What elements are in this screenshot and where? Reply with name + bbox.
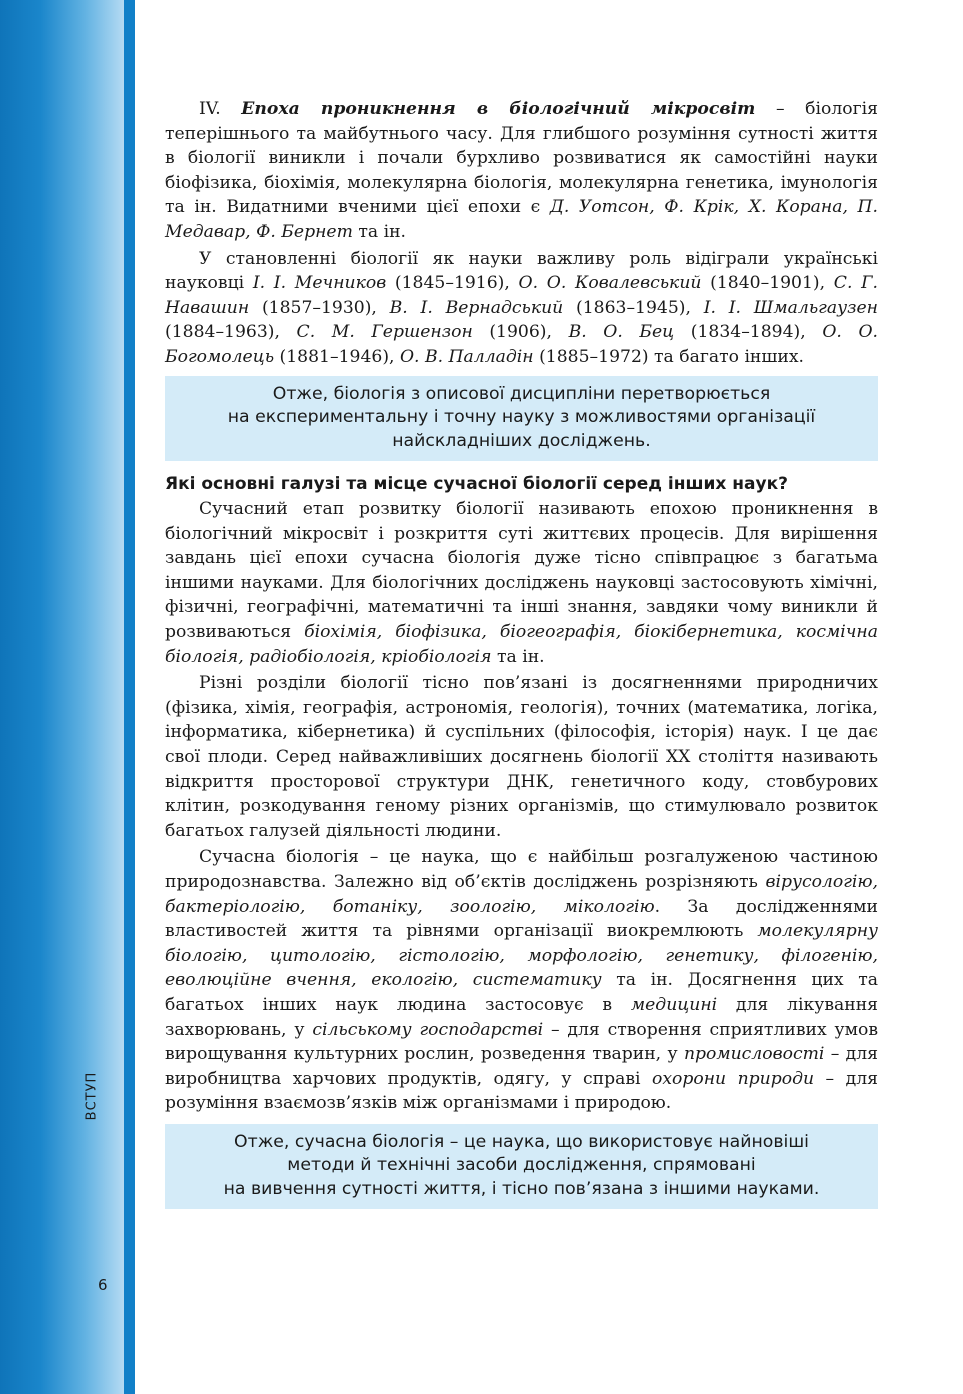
page-number: 6 (98, 1276, 108, 1294)
scientists-list: Д. Уотсон, Ф. Крік, Х. Корана, П. Медавар, Ф. Бернет (165, 197, 878, 242)
field-industry: промисловості (683, 1044, 825, 1065)
paragraph-branches: Сучасна біологія – це наука, що є найбільш розгалуженою частиною природознавства. Залежно від об’єктів досліджень розрізняють вірусологію, бактеріологію, ботаніку, зоологію, мікологію. За дослідженнями властивостей життя та рівнями організації виокремлюють молекулярну біологію, цитологію, гістологію, морфологію, генетику, філогенію, еволюційне вчення, екологію, систематику та ін. Досягнення цих та багатьох інших наук людина застосовує в медицині для лікування захворювань, у сільському господарстві – для створення сприятливих умов вирощування культурних рослин, розведення тварин, у промисловості – для виробництва харчових продуктів, одягу, у справі охорони природи – для розуміння взаємозв’язків між організмами і природою. (165, 847, 879, 1114)
scientist-name: С. Г. Навашин (165, 273, 878, 318)
summary-line: найскладніших досліджень. (392, 430, 651, 451)
margin-edge-stripe (124, 0, 135, 1394)
field-agriculture: сільському господарстві (312, 1019, 544, 1040)
summary-box-1 (165, 376, 878, 462)
scientist-name: В. О. Бец (568, 322, 675, 343)
level-sciences: молекулярну біологію, цитологію, гістологію, морфологію, генетику, філогенію, еволюційне вчення, екологію, систематику (165, 921, 878, 991)
page-content (165, 97, 878, 1209)
scientist-name: О. О. Ковалевський (518, 273, 702, 294)
paragraph-era-iv: IV. Епоха проникнення в біологічний мікросвіт – біологія теперішнього та майбутнього часу. Для глибшого розуміння сутності життя в біології виникли і почали бурхливо розвиватися як самостійні науки біофізика, біохімія, молекулярна біологія, молекулярна генетика, імунологія та ін. Видатними вченими цієї епохи є Д. Уотсон, Ф. Крік, Х. Корана, П. Медавар, Ф. Бернет та ін. (165, 99, 878, 242)
roman-numeral: IV. (199, 99, 221, 119)
summary-line: методи й технічні засоби дослідження, спрямовані (287, 1155, 756, 1176)
summary-box-2 (165, 1124, 878, 1210)
scientist-name: І. І. Шмальгаузен (703, 297, 878, 318)
summary-line: Отже, сучасна біологія – це наука, що використовує найновіші (234, 1131, 809, 1152)
object-sciences: вірусологію, бактеріологію, ботаніку, зоологію, мікологію (165, 871, 878, 917)
summary-line: на експериментальну і точну науку з можливостями організації (227, 407, 816, 428)
margin-bar (0, 0, 124, 1394)
scientist-name: В. І. Вернадський (389, 297, 564, 318)
paragraph-ukrainian-scientists: У становленні біології як науки важливу роль відіграли українські науковці І. І. Мечников (1845–1916), О. О. Ковалевський (1840–1901), С. Г. Навашин (1857–1930), В. І. Вернадський (1863–1945), І. І. Шмальгаузен (1884–1963), С. М. Гершензон (1906), В. О. Бец (1834–1894), О. О. Богомолець (1881–1946), О. В. Палладін (1885–1972) та багато інших. (165, 248, 879, 367)
sciences-list: біохімія, біофізика, біогеографія, біокібернетика, космічна біологія, радіобіологія, кріобіологія (165, 622, 878, 667)
scientist-name: О. В. Палладін (399, 346, 534, 367)
scientist-name: О. О. Богомолець (165, 322, 879, 367)
scientist-name: І. І. Мечников (252, 273, 387, 294)
paragraph-modern-stage: Сучасний етап розвитку біології називають епохою проникнення в біологічний мікросвіт і розкриття суті життєвих процесів. Для вирішення завдань цієї епохи сучасна біологія дуже тісно співпрацює з багатьма іншими науками. Для біологічних досліджень науковці застосовують хімічні, фізичні, географічні, математичні та інші знання, завдяки чому виникли й розвиваються біохімія, біофізика, біогеографія, біокібернетика, космічна біологія, радіобіологія, кріобіологія та ін. (165, 499, 878, 667)
field-nature-protection: охорони природи (651, 1068, 815, 1089)
paragraph-related-sciences: Різні розділи біології тісно пов’язані із досягненнями природничих (фізика, хімія, географія, астрономія, геологія), точних (математика, логіка, інформатика, кібернетика) й суспільних (філософія, історія) наук. І це дає свої плоди. Серед найважливіших досягнень біології XX століття називають відкриття просторової структури ДНК, генетичного коду, стовбурових клітин, розкодування геному різних організмів, що стимулювало розвиток багатьох галузей діяльності людини. (165, 673, 878, 841)
era-title: Епоха проникнення в біологічний мікросвіт (241, 99, 756, 119)
scientist-name: С. М. Гершензон (296, 322, 473, 343)
section-heading: Які основні галузі та місце сучасної біології серед інших наук? (165, 474, 788, 495)
field-medicine: медицині (630, 994, 718, 1015)
section-label: ВСТУП (84, 1071, 100, 1121)
summary-line: Отже, біологія з описової дисципліни перетворюється (272, 383, 771, 404)
summary-line: на вивчення сутності життя, і тісно пов’язана з іншими науками. (223, 1178, 820, 1199)
